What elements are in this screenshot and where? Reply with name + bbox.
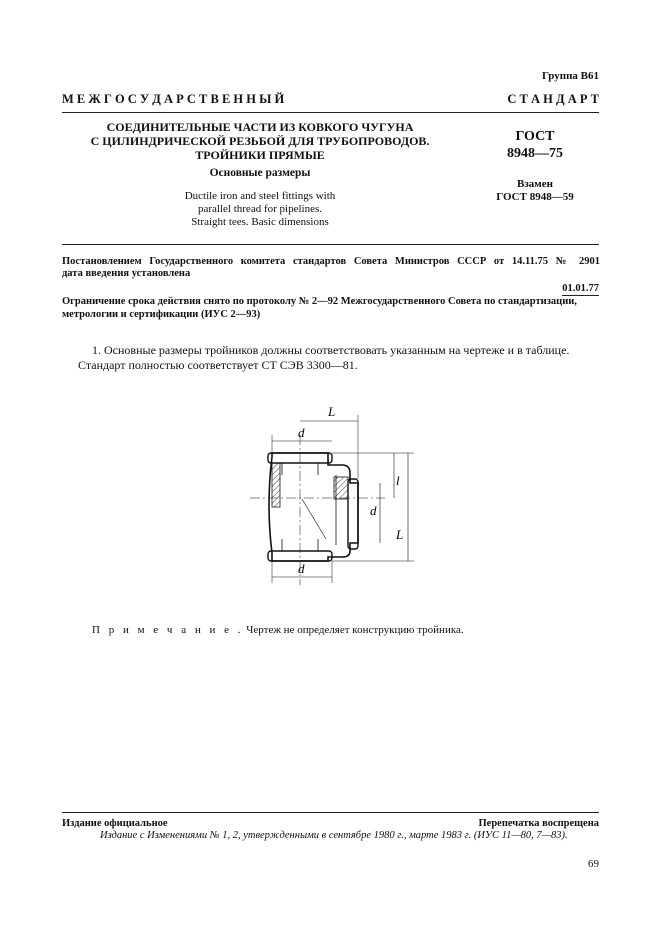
reprint-prohibited: Перепечатка воспрещена [478, 818, 599, 829]
official-edition: Издание официальное [62, 818, 168, 829]
drawing-note [92, 624, 464, 636]
label-d-bottom: d [298, 561, 305, 576]
edition-changes: Издание с Изменениями № 1, 2, утвержденными в сентябре 1980 г., марте 1983 г. (ИУС 11—80, 7—83). [100, 830, 568, 841]
label-d-top: d [298, 425, 305, 440]
paragraph-2: Стандарт полностью соответствует СТ СЭВ 3300—81. [78, 358, 358, 372]
left-wall-section [272, 463, 280, 507]
label-L-top: L [328, 404, 336, 419]
replaces-label: Взамен [517, 178, 553, 190]
introduction-date: 01.01.77 [562, 283, 599, 294]
introduction-date-label: дата введения установлена [62, 268, 191, 279]
top-divider [62, 112, 599, 113]
standard-subtitle: Основные размеры [209, 167, 311, 179]
decree-line: Постановлением Государственного комитета стандартов Совета Министров СССР от 14.11.75 № 2901 [62, 256, 600, 267]
note-label: П р и м е ч а н и е . [92, 624, 244, 636]
replaces-number: ГОСТ 8948—59 [496, 191, 574, 203]
label-L-side: L [396, 527, 404, 542]
gost-number: 8948—75 [507, 146, 563, 161]
banner-word-standard: С Т А Н Д А Р Т [507, 92, 599, 106]
note-text: Чертеж не определяет конструкцию тройника. [246, 624, 464, 636]
label-l-side: l [396, 473, 400, 488]
page-number: 69 [588, 858, 599, 870]
english-title-line-1: Ductile iron and steel fittings with [184, 190, 336, 202]
interstate-standard-banner [62, 92, 599, 107]
header-bottom-divider [62, 244, 599, 245]
tee-fitting-drawing [250, 395, 430, 595]
label-d-side: d [370, 503, 377, 518]
english-title-line-3: Straight tees. Basic dimensions [191, 216, 329, 228]
banner-word-interstate: М Е Ж Г О С У Д А Р С Т В Е Н Н Ы Й [62, 92, 285, 106]
replaces-block [470, 178, 600, 204]
gost-label: ГОСТ [515, 129, 555, 144]
title-line-1: СОЕДИНИТЕЛЬНЫЕ ЧАСТИ ИЗ КОВКОГО ЧУГУНА [106, 120, 414, 134]
title-line-2: С ЦИЛИНДРИЧЕСКОЙ РЕЗЬБОЙ ДЛЯ ТРУБОПРОВОДОВ. [90, 134, 430, 148]
paragraph-1: 1. Основные размеры тройников должны соответствовать указанным на чертеже и в таблице. [92, 343, 570, 357]
side-bead [348, 479, 358, 549]
title-line-3: ТРОЙНИКИ ПРЯМЫЕ [195, 148, 325, 162]
english-title-line-2: parallel thread for pipelines. [197, 203, 322, 215]
footer-divider [62, 812, 599, 813]
group-code: Группа В61 [541, 70, 599, 82]
validity-limit-note: Ограничение срока действия снято по протоколу № 2—92 Межгосударственного Совета по стандартизации, метрологии и сертификации (ИУС 2—93) [62, 296, 577, 320]
inner-diagonal [302, 499, 326, 539]
gost-designation [480, 128, 590, 162]
standard-title [70, 120, 450, 162]
english-title [70, 190, 450, 229]
